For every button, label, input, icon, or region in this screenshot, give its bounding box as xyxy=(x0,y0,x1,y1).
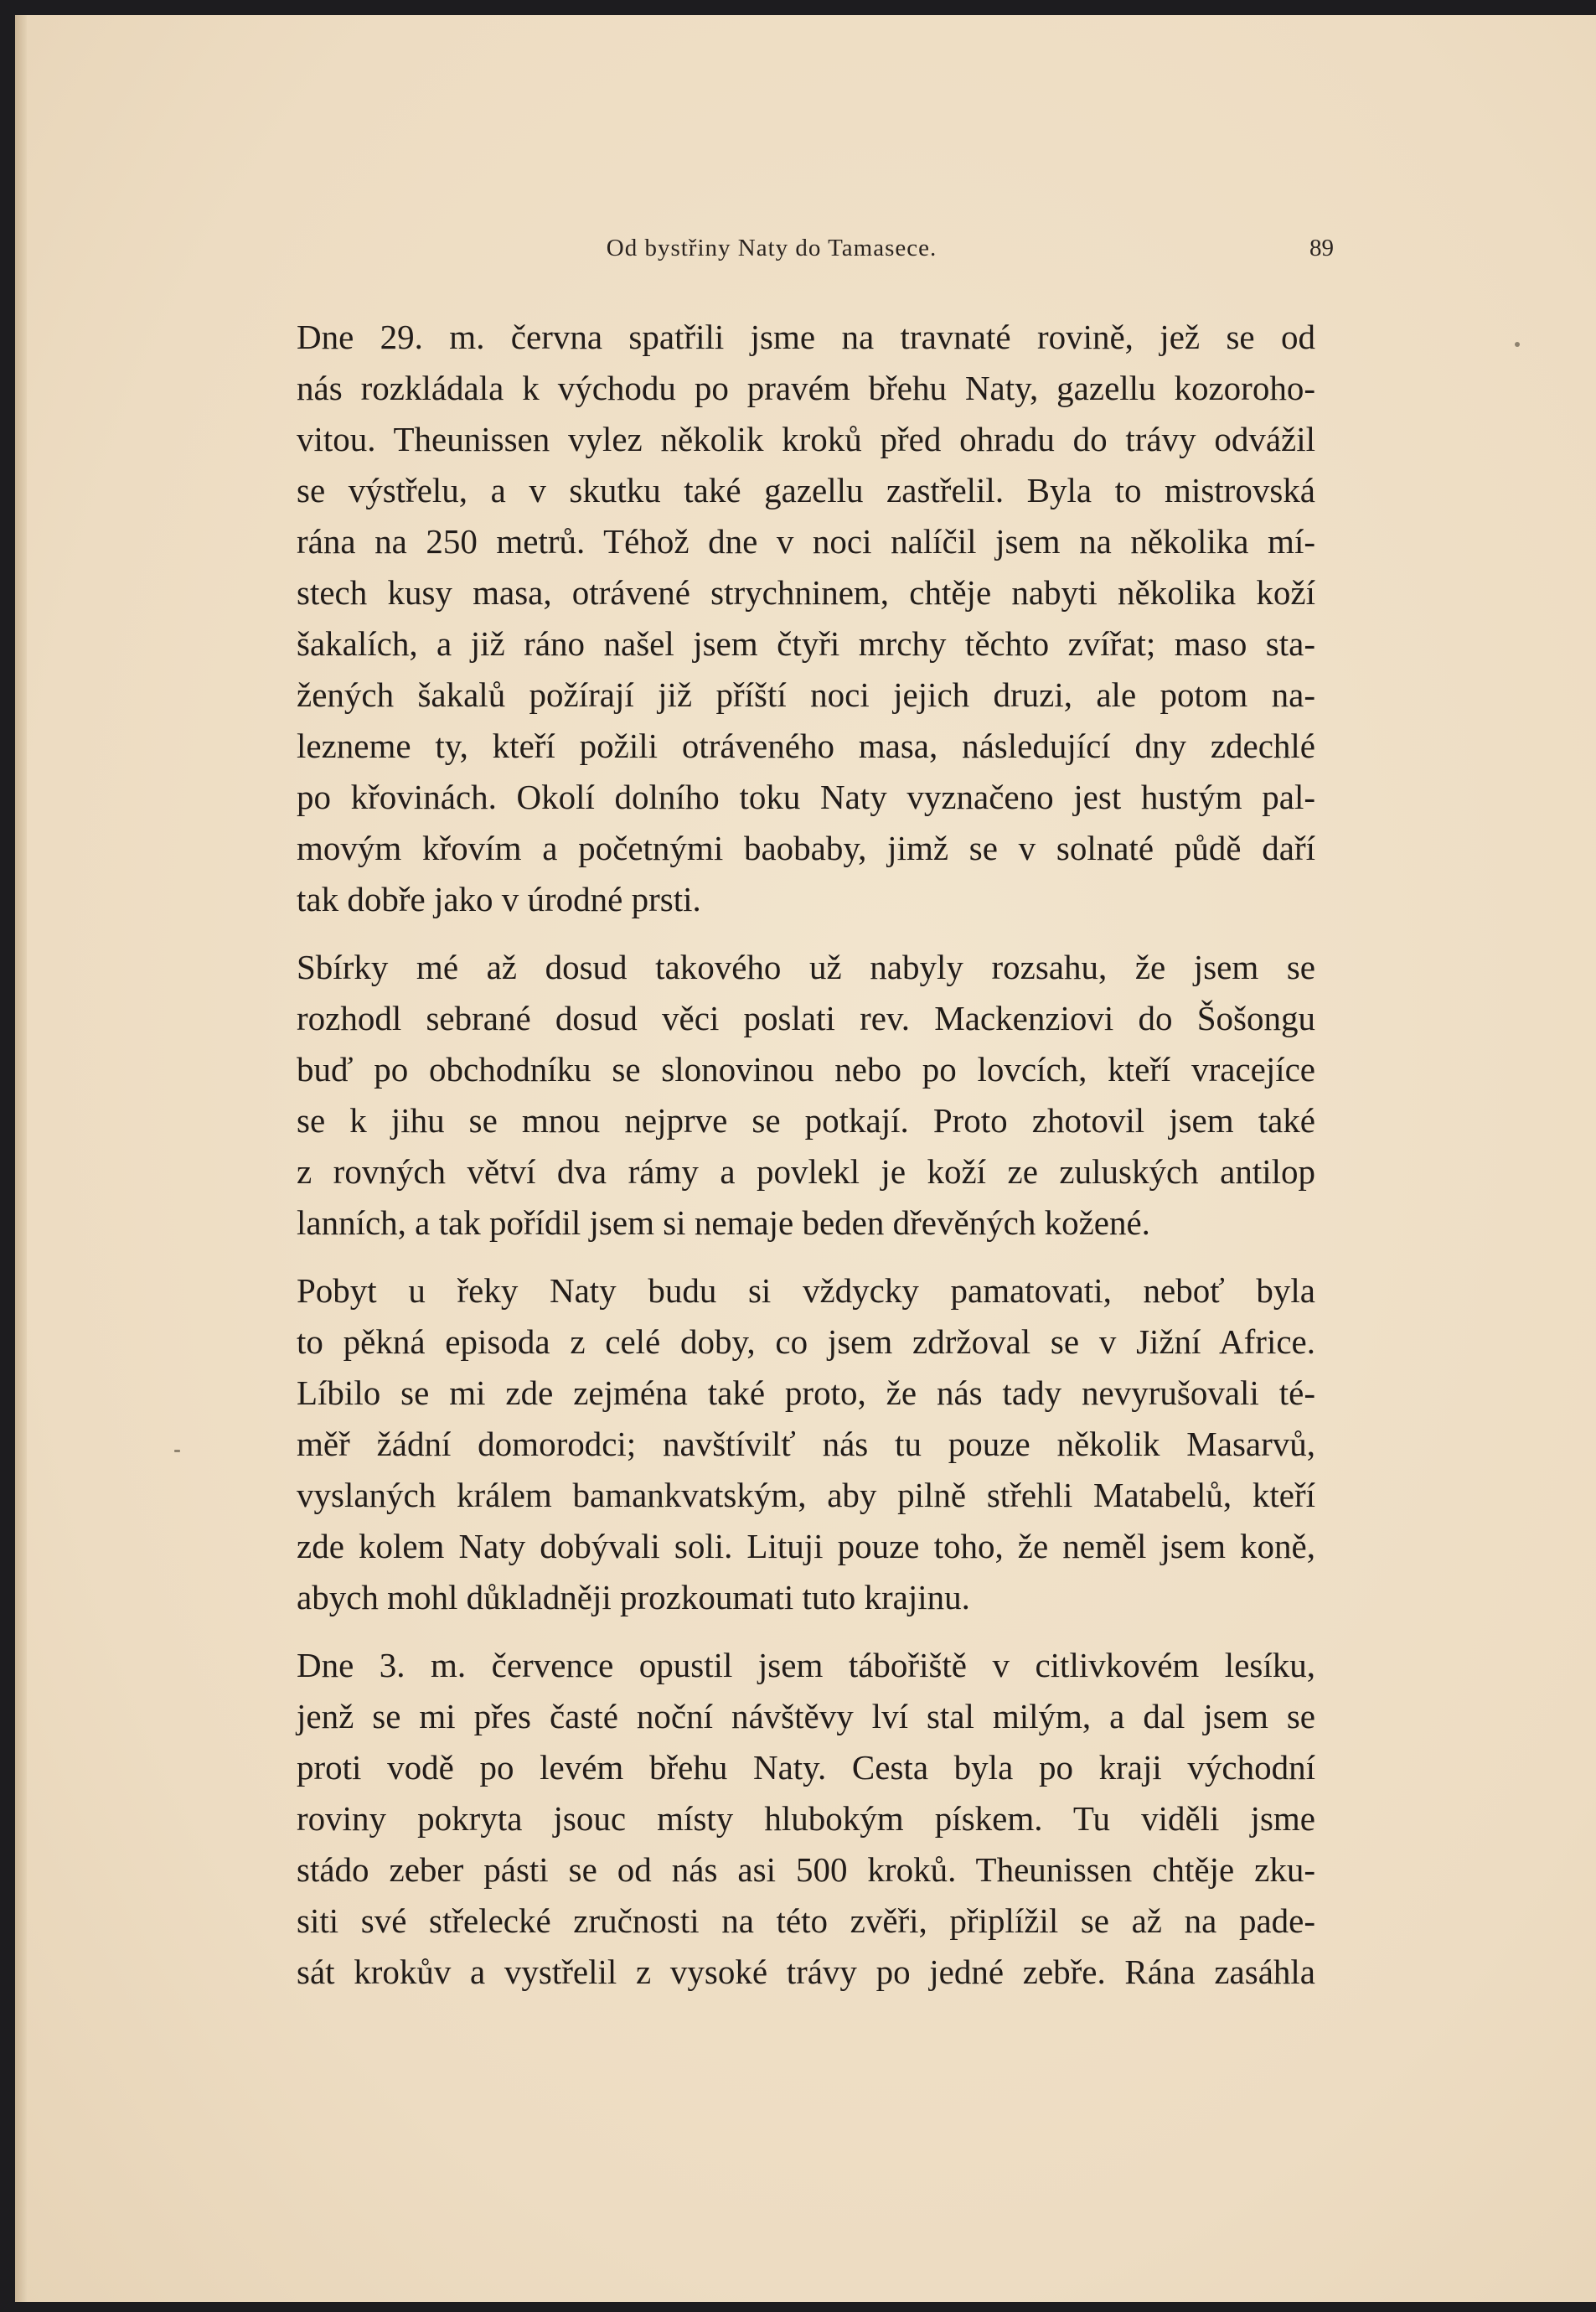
text-line: proti vodě po levém břehu Naty. Cesta byla po kraji východní xyxy=(297,1748,1315,1787)
text-line: se výstřelu, a v skutku také gazellu zastřelil. Byla to mistrovská xyxy=(297,471,1315,509)
page-sheet xyxy=(15,15,1596,2302)
text-line: abych mohl důkladněji prozkoumati tuto krajinu. xyxy=(297,1578,970,1616)
paragraph xyxy=(208,1640,1315,1998)
text-line: stádo zeber pásti se od nás asi 500 kroků. Theunissen chtěje zku- xyxy=(297,1850,1315,1889)
text-line: Dne 3. m. července opustil jsem tábořiště v citlivkovém lesíku, xyxy=(297,1646,1315,1684)
text-line: stech kusy masa, otrávené strychninem, chtěje nabyti několika koží xyxy=(297,573,1315,612)
text-line: po křovinách. Okolí dolního toku Naty vyznačeno jest hustým pal- xyxy=(297,778,1315,816)
text-line: siti své střelecké zručnosti na této zvěři, připlížil se až na pade- xyxy=(297,1901,1315,1940)
running-title: Od bystřiny Naty do Tamasece. xyxy=(606,235,937,261)
text-line: nás rozkládala k východu po pravém břehu Naty, gazellu kozoroho- xyxy=(297,369,1315,407)
text-line: jenž se mi přes časté noční návštěvy lví stal milým, a dal jsem se xyxy=(297,1697,1315,1735)
text-line: Sbírky mé až dosud takového už nabyly rozsahu, že jsem se xyxy=(297,948,1315,986)
text-line: movým křovím a početnými baobaby, jimž se v solnaté půdě daří xyxy=(297,829,1315,867)
text-line: rozhodl sebrané dosud věci poslati rev. Mackenziovi do Šošongu xyxy=(297,999,1315,1037)
text-line: Pobyt u řeky Naty budu si vždycky pamatovati, neboť byla xyxy=(297,1271,1315,1310)
text-line: rána na 250 metrů. Téhož dne v noci nalíčil jsem na několika mí- xyxy=(297,522,1315,561)
text-line: vitou. Theunissen vylez několik kroků před ohradu do trávy odvážil xyxy=(297,420,1315,458)
text-line: Líbilo se mi zde zejména také proto, že nás tady nevyrušovali té- xyxy=(297,1373,1315,1412)
text-line: se k jihu se mnou nejprve se potkají. Proto zhotovil jsem také xyxy=(297,1101,1315,1140)
paragraph xyxy=(208,312,1315,925)
text-line: sát krokův a vystřelil z vysoké trávy po jedné zebře. Rána zasáhla xyxy=(297,1953,1315,1991)
text-line: lanních, a tak pořídil jsem si nemaje beden dřevěných kožené. xyxy=(297,1203,1150,1242)
paragraph xyxy=(208,1265,1315,1623)
paragraph xyxy=(208,942,1315,1249)
paper-speck xyxy=(1515,342,1520,347)
text-line: žených šakalů požírají již příští noci jejich druzi, ale potom na- xyxy=(297,675,1315,714)
text-line: roviny pokryta jsouc místy hlubokým pískem. Tu viděli jsme xyxy=(297,1799,1315,1838)
text-line: buď po obchodníku se slonovinou nebo po lovcích, kteří vracejíce xyxy=(297,1050,1315,1089)
text-line: lezneme ty, kteří požili otráveného masa, následující dny zdechlé xyxy=(297,727,1315,765)
text-line: šakalích, a již ráno našel jsem čtyři mrchy těchto zvířat; maso sta- xyxy=(297,624,1315,663)
text-line: tak dobře jako v úrodné prsti. xyxy=(297,880,701,918)
text-line: vyslaných králem bamankvatským, aby pilně střehli Matabelů, kteří xyxy=(297,1476,1315,1514)
running-header xyxy=(209,235,1334,268)
binding-gutter xyxy=(15,15,27,2302)
text-line: měř žádní domorodci; navštívilť nás tu pouze několik Masarvů, xyxy=(297,1425,1315,1463)
text-line: to pěkná episoda z celé doby, co jsem zdržoval se v Jižní Africe. xyxy=(297,1322,1315,1361)
text-line: z rovných větví dva rámy a povlekl je koží ze zuluských antilop xyxy=(297,1152,1315,1191)
body-text xyxy=(208,312,1315,2015)
text-line: Dne 29. m. června spatřili jsme na travnaté rovině, jež se od xyxy=(297,318,1315,356)
paper-speck xyxy=(174,1450,180,1452)
page-number: 89 xyxy=(1309,235,1334,261)
text-line: zde kolem Naty dobývali soli. Lituji pouze toho, že neměl jsem koně, xyxy=(297,1527,1315,1565)
